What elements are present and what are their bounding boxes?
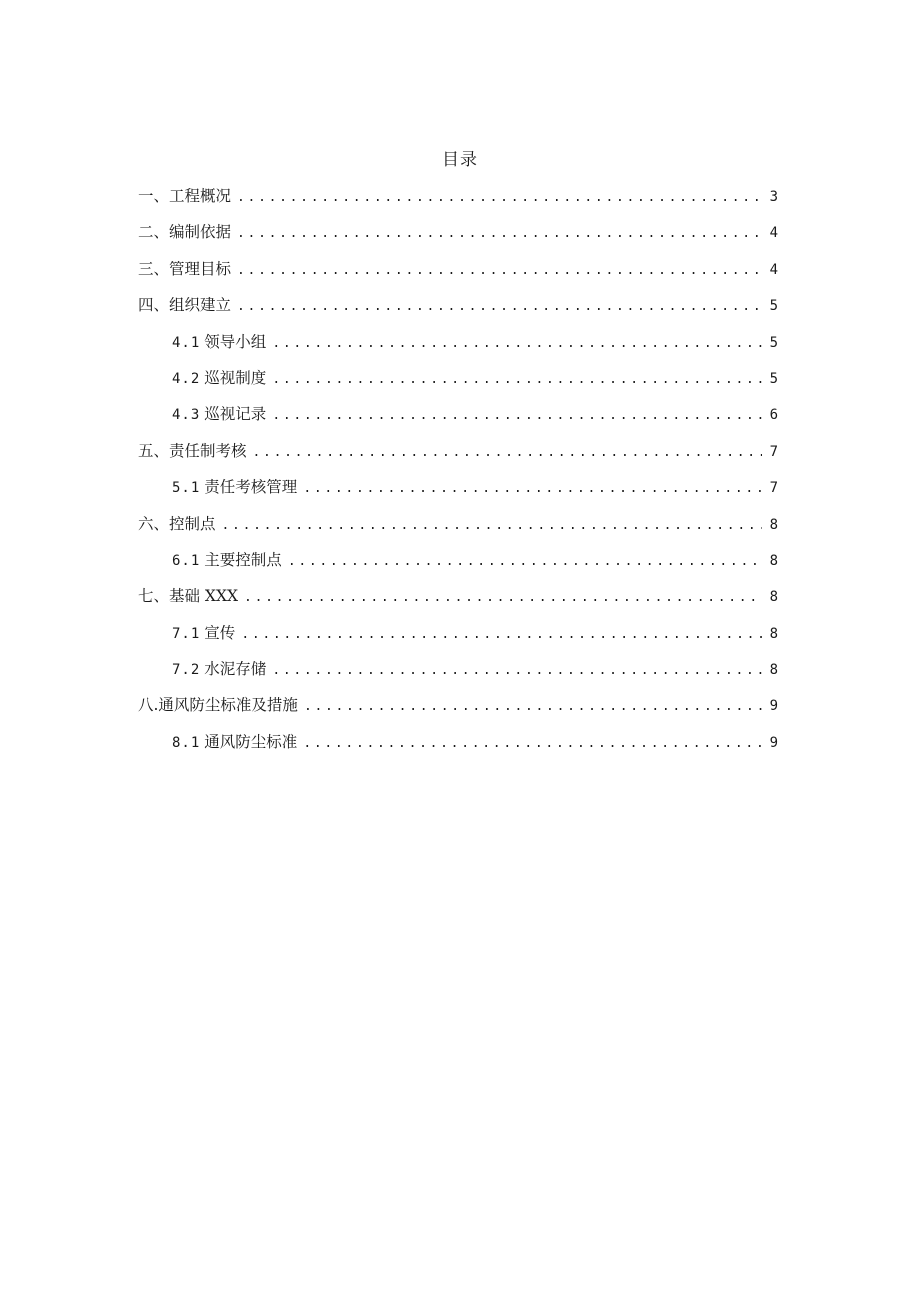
toc-subentry[interactable] (138, 542, 778, 578)
toc-entry-number: 6.1 (172, 552, 201, 569)
toc-leader-dots (303, 471, 762, 507)
toc-entry[interactable] (138, 506, 778, 542)
toc-entry-label: 六、控制点 (138, 514, 216, 533)
toc-page-number: 6 (769, 407, 778, 424)
toc-subentry[interactable] (138, 469, 778, 505)
toc-page-number: 9 (769, 698, 778, 715)
toc-subentry[interactable] (138, 396, 778, 432)
toc-page-number: 8 (769, 662, 778, 679)
toc-entry[interactable] (138, 178, 778, 214)
toc-leader-dots (241, 617, 762, 653)
toc-entry-label: 巡视制度 (204, 368, 267, 387)
toc-leader-dots (304, 689, 762, 725)
toc-page-number: 5 (769, 370, 778, 387)
toc-entry-label: 责任考核管理 (204, 478, 298, 497)
toc-subentry[interactable] (138, 360, 778, 396)
toc-leader-dots (237, 253, 762, 289)
toc-leader-dots (237, 289, 762, 325)
toc-leader-dots (272, 362, 762, 398)
toc-leader-dots (237, 216, 762, 252)
toc-entry[interactable] (138, 687, 778, 723)
toc-page-number: 7 (769, 443, 778, 460)
toc-entry-label: 通风防尘标准 (204, 732, 298, 751)
toc-page-number: 8 (769, 552, 778, 569)
toc-entry-label: 八.通风防尘标准及措施 (138, 696, 298, 715)
toc-page-number: 3 (769, 189, 778, 205)
toc-subentry[interactable] (138, 615, 778, 651)
toc-leader-dots (244, 580, 762, 616)
toc-entry[interactable] (138, 578, 778, 614)
toc-entry-label: 主要控制点 (204, 550, 282, 569)
toc-page-number: 4 (769, 225, 778, 242)
toc-entry[interactable] (138, 433, 778, 469)
toc-page-number: 4 (769, 261, 778, 278)
toc-page-number: 5 (769, 334, 778, 351)
toc-entry-label: 四、组织建立 (138, 296, 232, 315)
toc-leader-dots (288, 544, 762, 580)
toc-entry-number: 5.1 (172, 480, 201, 497)
toc-entry-label: 二、编制依据 (138, 223, 232, 242)
toc-leader-dots (272, 653, 762, 689)
toc-leader-dots (272, 398, 762, 434)
toc-page-number: 8 (769, 516, 778, 533)
toc-page-number: 5 (769, 298, 778, 315)
toc-entry-label: 宣传 (204, 623, 236, 642)
toc-entry-label: 五、责任制考核 (138, 441, 247, 460)
toc-leader-dots (272, 326, 762, 362)
toc-leader-dots (303, 726, 762, 762)
toc-entry-number: 4.2 (172, 370, 201, 387)
toc-entry-label: 一、工程概况 (138, 187, 232, 205)
toc-entry[interactable] (138, 287, 778, 323)
toc-entry[interactable] (138, 251, 778, 287)
toc-page-number: 8 (769, 625, 778, 642)
toc-page-number: 8 (769, 589, 778, 606)
toc-list (138, 178, 778, 760)
toc-entry-label: 三、管理目标 (138, 259, 232, 278)
toc-leader-dots (237, 180, 762, 216)
toc-entry[interactable] (138, 214, 778, 250)
toc-leader-dots (222, 508, 762, 544)
toc-subentry[interactable] (138, 324, 778, 360)
toc-entry-label: 七、基础 XXX (138, 587, 239, 606)
toc-leader-dots (253, 435, 762, 471)
toc-page-number: 9 (769, 734, 778, 751)
toc-title: 目录 (442, 150, 478, 170)
toc-entry-number: 4.1 (172, 334, 201, 351)
toc-entry-label: 巡视记录 (204, 405, 267, 424)
toc-entry-number: 7.1 (172, 625, 201, 642)
toc-entry-label: 领导小组 (204, 332, 267, 351)
toc-entry-number: 4.3 (172, 407, 201, 424)
toc-page-number: 7 (769, 480, 778, 497)
toc-subentry[interactable] (138, 724, 778, 760)
toc-entry-number: 8.1 (172, 734, 201, 751)
toc-entry-number: 7.2 (172, 662, 201, 679)
toc-subentry[interactable] (138, 651, 778, 687)
toc-entry-label: 水泥存储 (204, 660, 267, 679)
